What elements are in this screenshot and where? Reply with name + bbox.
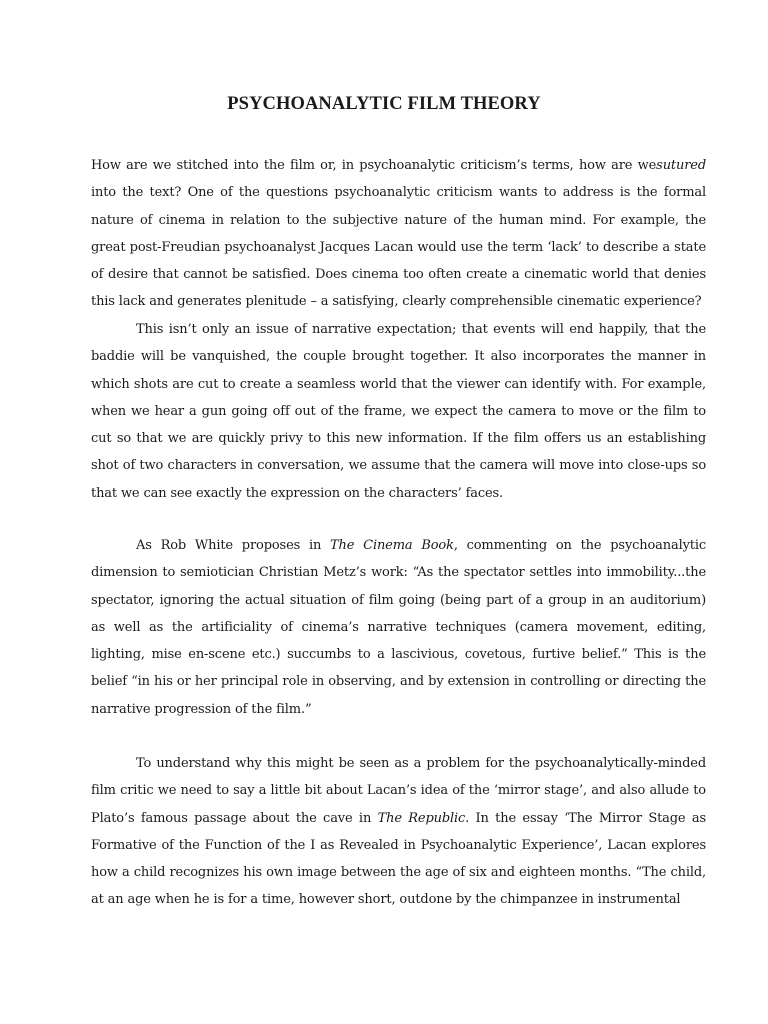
paragraph-1-text-1: How are we stitched into the film or, in psychoanalytic criticism’s terms, how are we: [91, 158, 657, 173]
paragraph-2: [91, 316, 706, 507]
paragraph-2-text-1: This isn’t only an issue of narrative expectation; that events will end happily, that the baddie will be vanquished, the couple brought together. It also incorporates the manner in which shots are cut to create a seamless world that the viewer can identify with. For example, when we hear a gun going off out of the frame, we expect the camera to move or the film to cut so that we are quickly privy to this new information. If the film offers us an establishing shot of two characters in conversation, we assume that the camera will move into close-ups so that we can see exactly the expression on the characters’ faces.: [91, 322, 706, 501]
paragraph-1-italic-sutured: sutured: [656, 158, 706, 173]
paragraph-3: [91, 532, 706, 723]
paragraph-4-italic-book-title: The Republic: [377, 810, 466, 826]
document-title: PSYCHOANALYTIC FILM THEORY: [227, 94, 541, 114]
paragraph-4-text-2: . In the essay ‘The Mirror Stage as Formative of the Function of the I as Revealed in Psychoanalytic Experience’, Lacan explores how a child recognizes his own image between the age of six and eighteen months. “The child, at an age when he is for a time, however short, outdone by the chimpanzee in instrumental: [91, 810, 706, 908]
paragraph-3-text-2: , commenting on the psychoanalytic dimension to semiotician Christian Metz’s work: “As the spectator settles into immobility...the spectator, ignoring the actual situation of film going (being part of a group in an auditorium) as well as the artificiality of cinema’s narrative techniques (camera movement, editing, lighting, mise en-scene etc.) succumbs to a lascivious, covetous, furtive belief.” This is the belief “in his or her principal role in observing, and by extension in controlling or directing the narrative progression of the film.”: [91, 538, 707, 717]
paragraph-3-italic-book-title: The Cinema Book: [330, 538, 454, 553]
paragraph-1: [91, 152, 706, 316]
paragraph-3-text-1: As Rob White proposes in: [136, 538, 331, 553]
paragraph-1-text-2: into the text? One of the questions psychoanalytic criticism wants to address is the formal nature of cinema in relation to the subjective nature of the human mind. For example, the great post-Freudian psychoanalyst Jacques Lacan would use the term ‘lack’ to describe a state of desire that cannot be satisfied. Does cinema too often create a cinematic world that denies this lack and generates plenitude – a satisfying, clearly comprehensible cinematic experience?: [91, 185, 706, 310]
paragraph-4: [91, 750, 706, 914]
paragraph-4-text-1: To understand why this might be seen as a problem for the psychoanalytically-minded film critic we need to say a little bit about Lacan’s idea of the ‘mirror stage’, and also allude to Plato’s famous passage about the cave in: [91, 756, 706, 826]
